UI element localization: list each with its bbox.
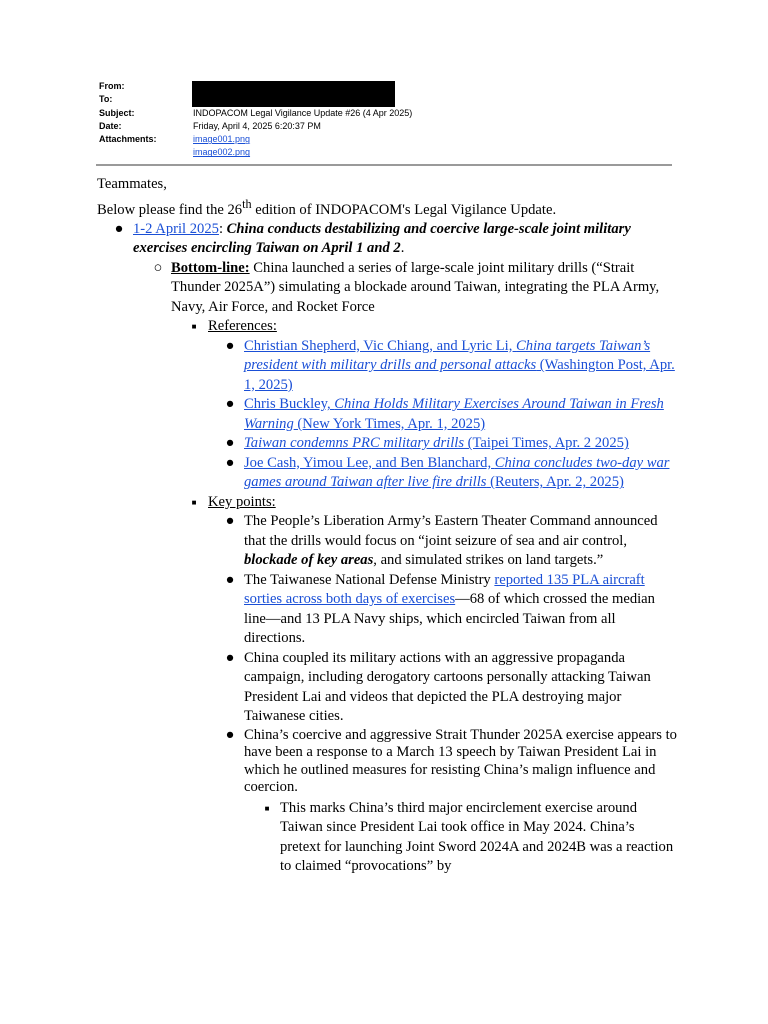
bullet-icon: ● bbox=[225, 454, 235, 471]
attachments-list bbox=[193, 133, 250, 160]
bullet-icon: ● bbox=[225, 435, 235, 452]
bullet-icon: ● bbox=[225, 513, 235, 530]
bullet-icon: ● bbox=[225, 571, 235, 588]
key-point-item: ● The Taiwanese National Defense Ministry reported 135 PLA aircraft sorties across both days of exercises—68 of which crossed the median line—and 13 PLA Navy ships, which encircled Taiwan from all directions. bbox=[225, 571, 655, 647]
greeting: Teammates, bbox=[97, 176, 167, 192]
attachments-label: Attachments: bbox=[99, 134, 157, 145]
subject-row bbox=[99, 107, 412, 120]
intro-paragraph: Below please find the 26th edition of INDOPACOM's Legal Vigilance Update. bbox=[97, 196, 557, 218]
key-points-heading: ■ Key points: bbox=[97, 493, 677, 513]
references-heading: ■ References: bbox=[97, 317, 677, 337]
attachments-row bbox=[99, 133, 412, 160]
circle-bullet-icon: ○ bbox=[153, 259, 163, 276]
square-bullet-icon: ■ bbox=[191, 497, 197, 507]
bullet-icon: ● bbox=[225, 726, 235, 743]
bullet-icon: ● bbox=[225, 649, 235, 666]
attachment-link[interactable]: image002.png bbox=[193, 147, 251, 158]
bullet-icon: ● bbox=[225, 337, 235, 354]
bottom-line-label: Bottom-line: bbox=[171, 259, 250, 276]
reference-link[interactable]: Taiwan condemns PRC military drills (Taipei Times, Apr. 2 2025) bbox=[244, 435, 629, 452]
email-body bbox=[97, 175, 677, 877]
bottom-line-text: China launched a series of large-scale joint military drills (“Strait Thunder 2025A”) simulating a blockade around Taiwan, integrating the PLA Army, Navy, Air Force, and Rocket Force bbox=[171, 259, 660, 315]
update-list bbox=[97, 220, 677, 877]
sorties-report-link[interactable]: reported 135 PLA aircraft sorties across both days of exercises bbox=[244, 571, 645, 608]
from-label: From: bbox=[99, 81, 125, 91]
list-item: ● 1-2 April 2025: China conducts destabilizing and coercive large-scale joint military exercises encircling Taiwan on April 1 and 2. bbox=[114, 220, 631, 257]
reference-link[interactable]: Chris Buckley, China Holds Military Exercises Around Taiwan in Fresh Warning (New York Times, Apr. 1, 2025) bbox=[244, 396, 664, 432]
ordinal-suffix: th bbox=[242, 196, 252, 211]
key-point-subitem: ■ This marks China’s third major encirclement exercise around Taiwan since President Lai took office in May 2024. China’s pretext for launching Joint Sword 2024A and 2024B was a reaction to claimed “provocations” by bbox=[97, 799, 677, 877]
headline: China conducts destabilizing and coercive large-scale joint military exercises encircling Taiwan on April 1 and 2 bbox=[133, 220, 631, 257]
header-divider bbox=[96, 164, 672, 166]
to-label: To: bbox=[99, 94, 113, 105]
subject-label: Subject: bbox=[99, 107, 135, 118]
bottom-line-item bbox=[97, 259, 677, 318]
date-row bbox=[99, 120, 412, 133]
date-label: Date: bbox=[99, 120, 122, 131]
reference-item bbox=[97, 454, 677, 493]
reference-item bbox=[97, 337, 677, 396]
reference-link[interactable]: Christian Shepherd, Vic Chiang, and Lyric Li, China targets Taiwan’s president with military drills and personal attacks (Washington Post, Apr. 1, 2025) bbox=[244, 337, 675, 393]
reference-link[interactable]: Joe Cash, Yimou Lee, and Ben Blanchard, China concludes two-day war games around Taiwan after live fire drills (Reuters, Apr. 2, 2025) bbox=[244, 454, 670, 491]
bullet-icon: ● bbox=[114, 220, 124, 237]
attachment-link[interactable]: image001.png bbox=[193, 134, 251, 145]
redaction-bar bbox=[192, 81, 395, 107]
key-point-item: ● China’s coercive and aggressive Strait Thunder 2025A exercise appears to have been a response to a March 13 speech by Taiwan President Lai in which he outlined measures for resisting China’s malign influence and coercion. bbox=[225, 726, 677, 796]
date-link[interactable]: 1-2 April 2025 bbox=[133, 220, 219, 237]
bullet-icon: ● bbox=[225, 396, 235, 413]
reference-item bbox=[97, 434, 677, 454]
square-bullet-icon: ■ bbox=[191, 322, 197, 332]
subject-value: INDOPACOM Legal Vigilance Update #26 (4 Apr 2025) bbox=[193, 107, 413, 118]
square-bullet-icon: ■ bbox=[264, 803, 270, 813]
reference-item bbox=[97, 395, 677, 434]
key-point-item: ● China coupled its military actions with an aggressive propaganda campaign, including derogatory cartoons personally attacking Taiwan President Lai and videos that depicted the PLA destroying major Taiwanese cities. bbox=[225, 649, 651, 725]
date-value: Friday, April 4, 2025 6:20:37 PM bbox=[193, 120, 321, 131]
key-point-item: ● The People’s Liberation Army’s Eastern Theater Command announced that the drills would focus on “joint seizure of sea and air control, blockade of key areas, and simulated strikes on land targets.” bbox=[225, 513, 658, 569]
